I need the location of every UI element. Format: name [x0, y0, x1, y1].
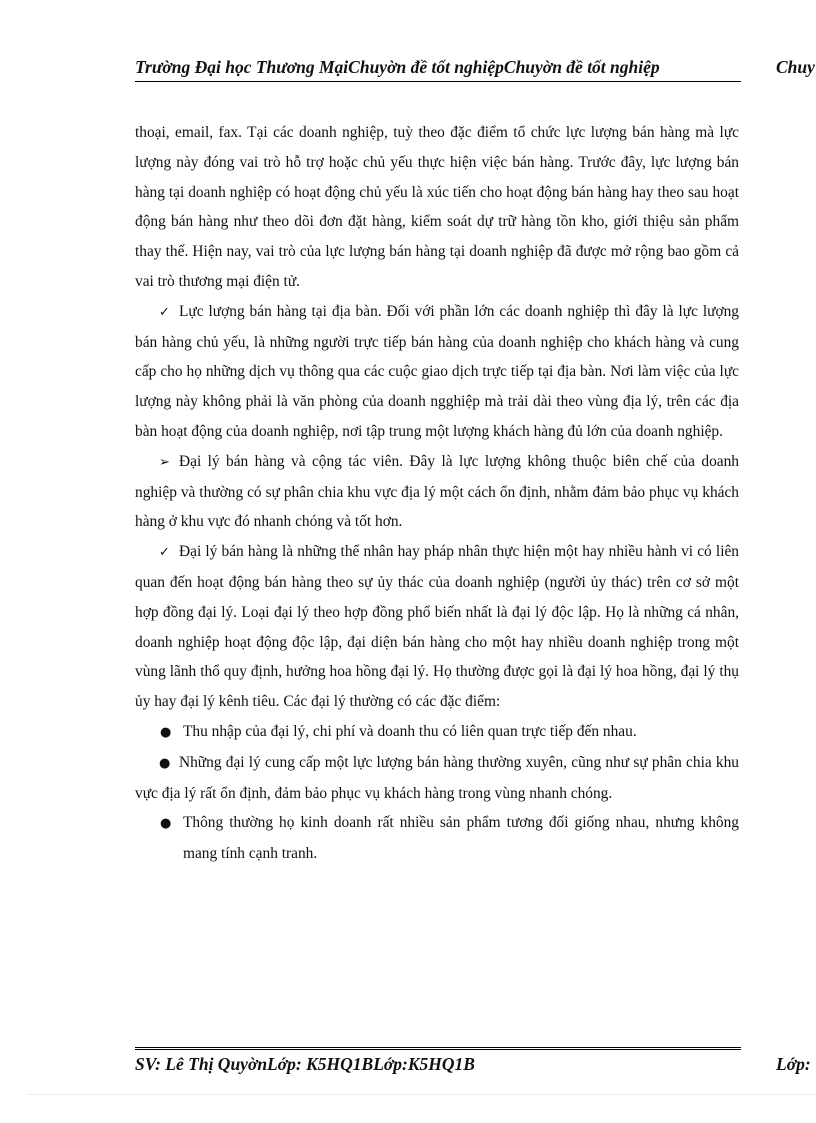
- paragraph-intro: thoại, email, fax. Tại các doanh nghiệp, tuỳ theo đặc điểm tổ chức lực lượng bán hàng mà lực lượng này đóng vai trò hỗ trợ hoặc chủ yếu thực hiện việc bán hàng. Trước đây, lực lượng bán hàng tại doanh nghiệp có hoạt động chủ yếu là xúc tiến cho hoạt động bán hàng hay theo sau hoạt động bán hàng như theo dõi đơn đặt hàng, kiểm soát dự trữ hàng tồn kho, giới thiệu sản phẩm thay thế. Hiện nay, vai trò của lực lượng bán hàng tại doanh nghiệp đã được mở rộng bao gồm cả vai trò thương mại điện tử.: [135, 124, 739, 290]
- bullet-item-coverage: [135, 748, 739, 809]
- bullet-item-products-text: Thông thường họ kinh doanh rất nhiều sản phẩm tương đối giống nhau, nhưng không mang tính cạnh tranh.: [183, 814, 739, 863]
- header-title: Trường Đại học Thương MạiChuyờn đề tốt nghiệpChuyờn đề tốt nghiệp: [135, 57, 660, 77]
- footer-overflow-text: Lớp:: [776, 1054, 811, 1074]
- paragraph-agent-definition: [135, 537, 739, 717]
- paragraph-field-sales-text: Lực lượng bán hàng tại địa bàn. Đối với phần lớn các doanh nghiệp thì đây là lực lượng bán hàng chủ yếu, là những người trực tiếp bán hàng của doanh nghiệp cho khách hàng và cung cấp cho họ những dịch vụ thông qua các cuộc giao dịch trực tiếp tại địa bàn. Nơi làm việc của lực lượng này không phải là văn phòng của doanh ngghiệp mà trải dài theo vùng địa lý, trên các địa bàn hoạt động của doanh nghiệp, nơi tập trung một lượng khách hàng đủ lớn của doanh nghiệp.: [135, 302, 739, 440]
- bullet-item-income-text: Thu nhập của đại lý, chi phí và doanh thu có liên quan trực tiếp đến nhau.: [183, 722, 637, 740]
- arrow-bullet-icon: ➢: [159, 454, 170, 470]
- checkmark-icon: ✓: [159, 304, 170, 320]
- paragraph-agents-text: Đại lý bán hàng và cộng tác viên. Đây là lực lượng không thuộc biên chế của doanh nghiệp và thường có sự phân chia khu vực địa lý một cách ổn định, nhằm đảm bảo phục vụ khách hàng ở khu vực đó nhanh chóng và tốt hơn.: [135, 452, 739, 531]
- footer-student-info: SV: Lê Thị QuyờnLớp: K5HQ1BLớp:K5HQ1B: [135, 1054, 475, 1074]
- page-bottom-dotted-divider: [28, 1094, 816, 1095]
- checkmark-icon: ✓: [159, 545, 170, 561]
- bullet-dot-icon: ●: [159, 755, 171, 771]
- page-header: [135, 55, 741, 82]
- bullet-dot-icon: ●: [160, 816, 172, 832]
- bullet-item-income: [135, 717, 739, 748]
- header-overflow-text: Chuy: [776, 57, 815, 77]
- bullet-item-coverage-text: Những đại lý cung cấp một lực lượng bán hàng thường xuyên, cũng như sự phân chia khu vực địa lý rất ổn định, đảm bảo phục vụ khách hàng trong vùng nhanh chóng.: [135, 753, 739, 802]
- document-body: [135, 118, 739, 869]
- paragraph-agent-definition-text: Đại lý bán hàng là những thể nhân hay pháp nhân thực hiện một hay nhiều hành vi có liên quan đến hoạt động bán hàng theo sự ủy thác của doanh nghiệp (người ủy thác) trên cơ sở một hợp đồng đại lý. Loại đại lý theo hợp đồng phổ biến nhất là đại lý độc lập. Họ là những cá nhân, doanh nghiệp hoạt động độc lập, đại diện bán hàng cho một hay nhiều doanh nghiệp trong một vùng lãnh thổ quy định, hưởng hoa hồng đại lý. Họ thường được gọi là đại lý hoa hồng, đại lý thụ ủy hay đại lý kênh tiêu. Các đại lý thường có các đặc điểm:: [135, 543, 739, 711]
- paragraph-agents: [135, 447, 739, 537]
- paragraph-field-sales: [135, 297, 739, 447]
- bullet-item-products: [135, 808, 739, 869]
- bullet-dot-icon: ●: [160, 724, 172, 740]
